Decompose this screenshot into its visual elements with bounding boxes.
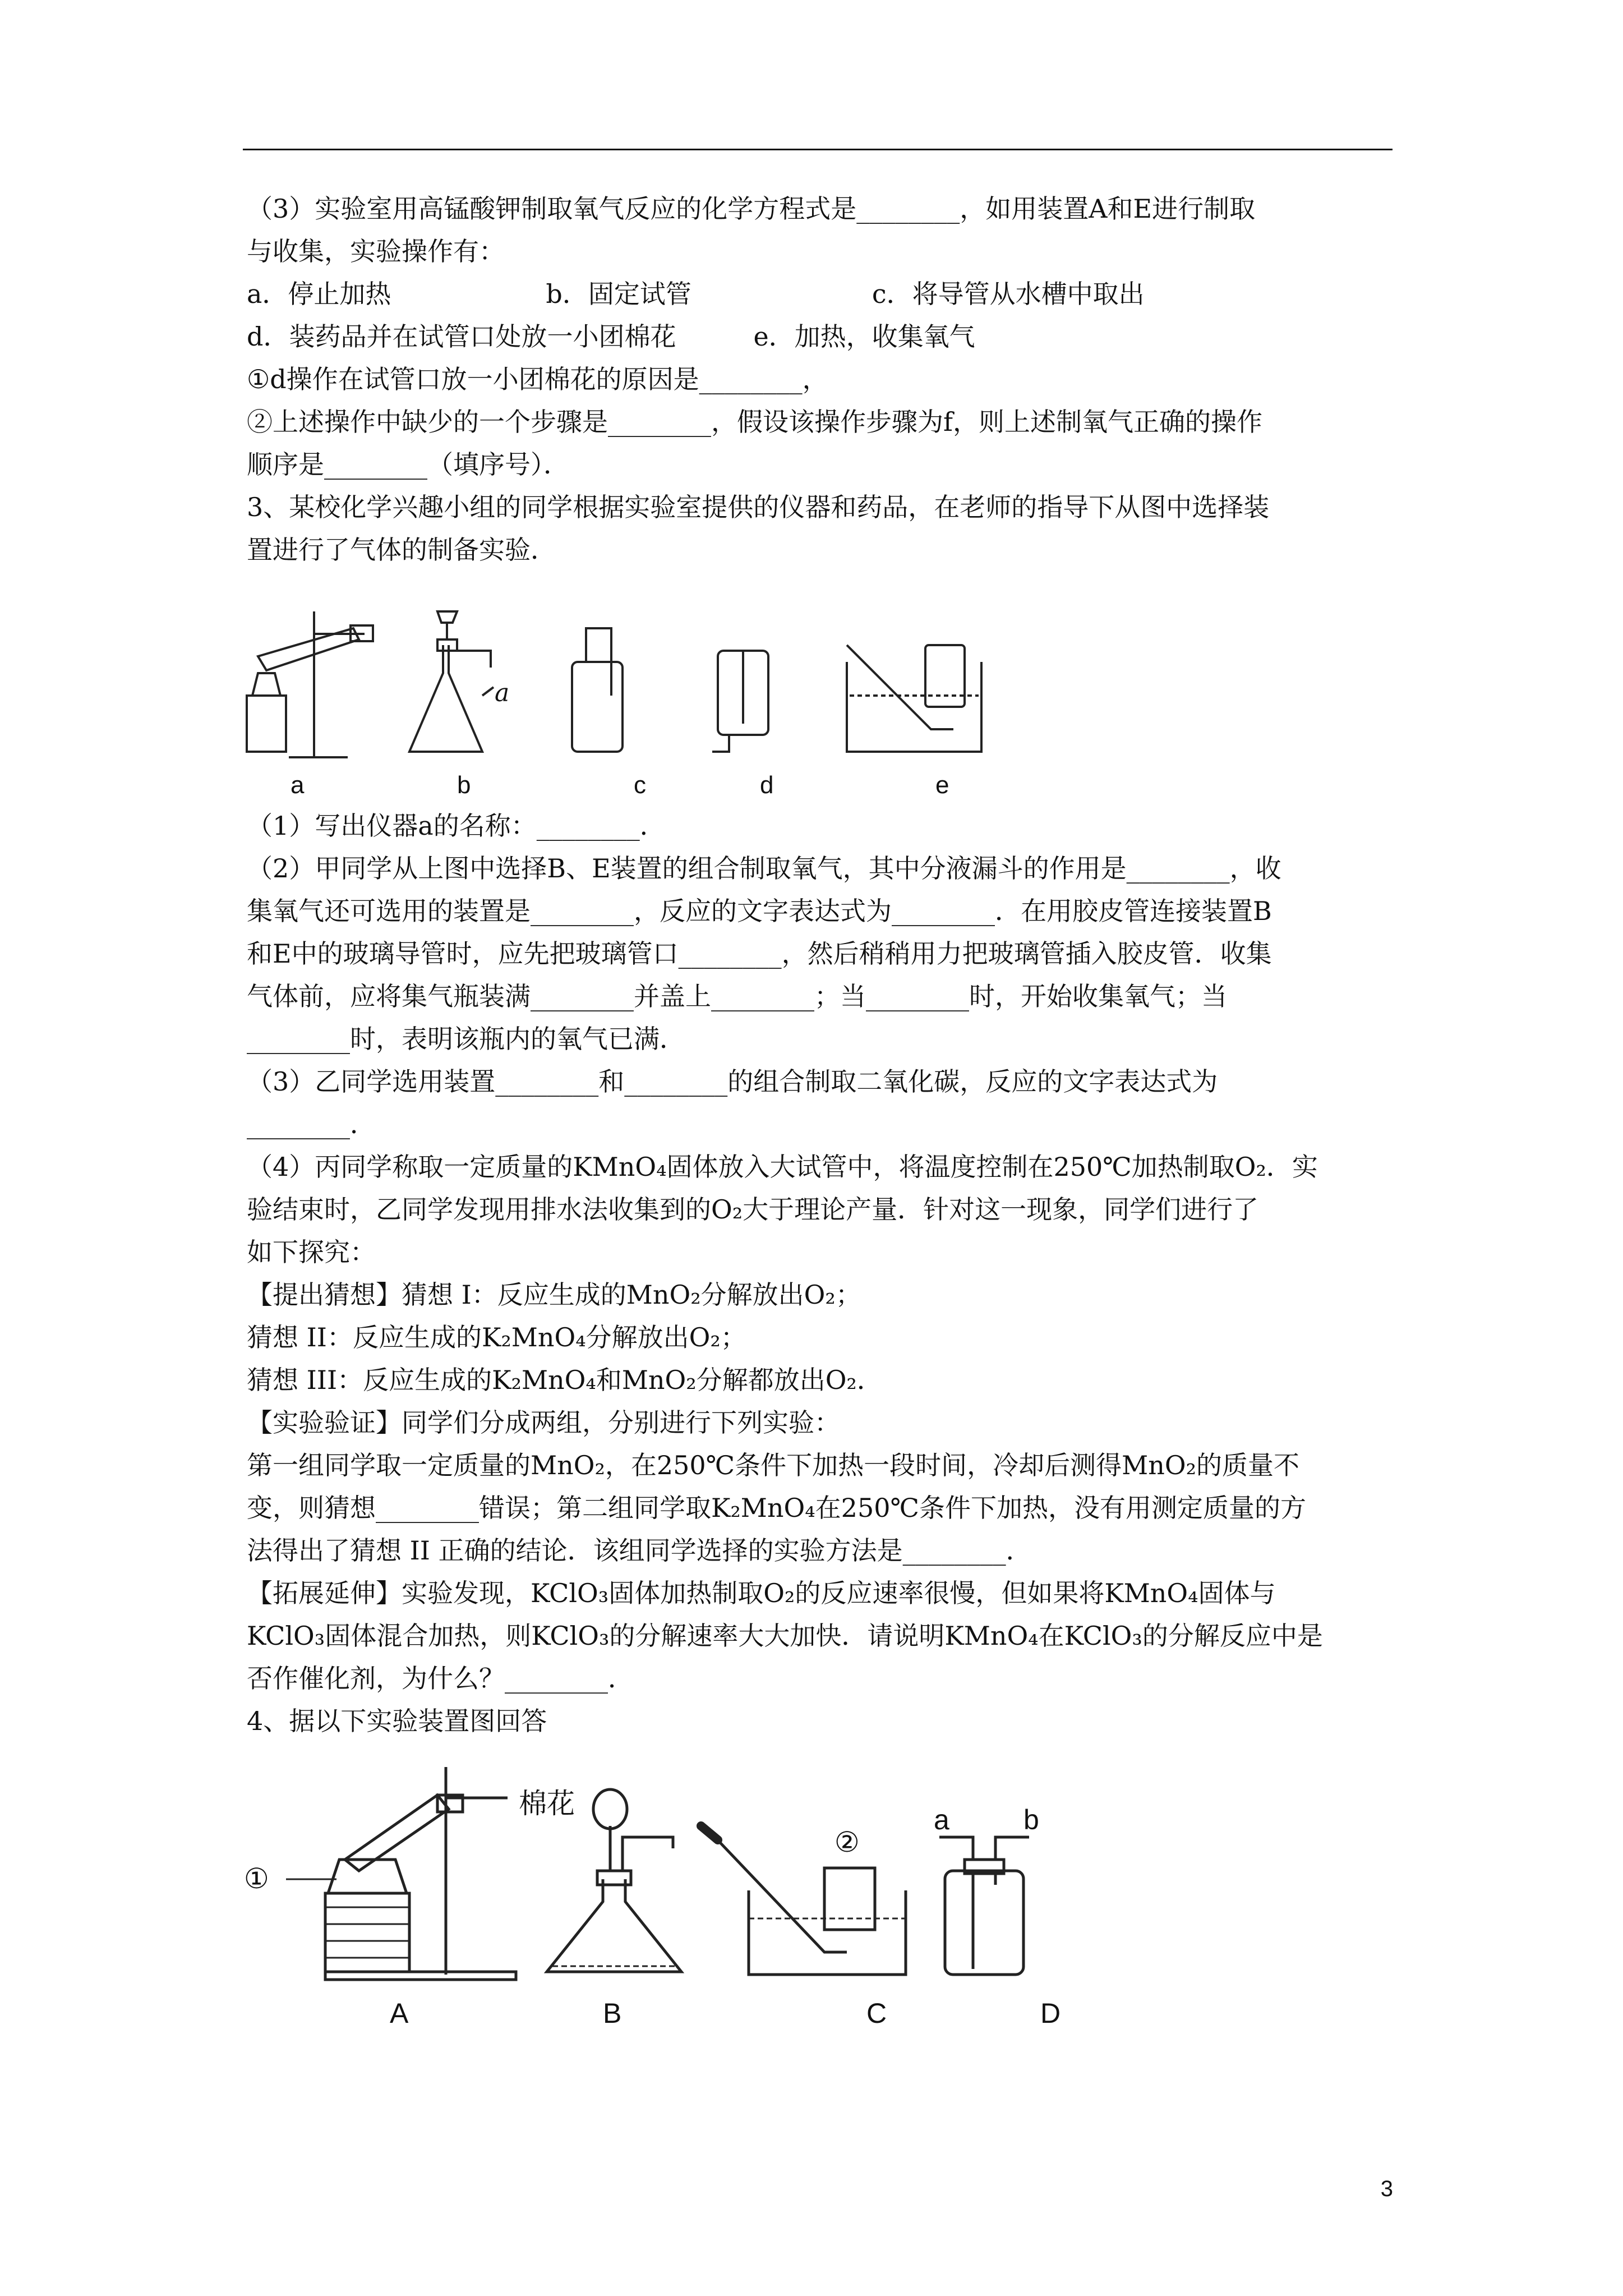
figure1-label-a: a	[291, 771, 305, 799]
text-line: （4）丙同学称取一定质量的KMnO₄固体放入大试管中，将温度控制在250℃加热制取O₂．实	[247, 1152, 1318, 1182]
text-line: 3、某校化学兴趣小组的同学根据实验室提供的仪器和药品，在老师的指导下从图中选择装	[247, 492, 1270, 522]
text-line: 和E中的玻璃导管时，应先把玻璃管口________，然后稍稍用力把玻璃管插入胶皮管．收集	[247, 938, 1272, 969]
wood-block	[247, 696, 286, 752]
text-line: KClO₃固体混合加热，则KClO₃的分解速率大大加快．请说明KMnO₄在KClO₃的分解反应中是	[247, 1621, 1323, 1651]
apparatus-figure-2-drawing	[236, 1750, 1189, 1991]
apparatus-figure-2	[236, 1750, 1189, 2042]
text-line: ①d操作在试管口放一小团棉花的原因是________，	[247, 364, 828, 394]
text-line: 置进行了气体的制备实验．	[247, 535, 556, 565]
figure2-label-A: A	[390, 1998, 409, 2029]
text-line: ②上述操作中缺少的一个步骤是________，假设该操作步骤为f，则上述制氧气正确的操作	[247, 407, 1263, 437]
text-line: （3）乙同学选用装置________和________的组合制取二氧化碳，反应的文字表达式为	[247, 1066, 1218, 1097]
header-rule	[243, 149, 1393, 150]
alcohol-lamp-annotation: ①	[244, 1863, 269, 1894]
text-line: 气体前，应将集气瓶装满________并盖上________；当________时，开始收集氧气；当	[247, 981, 1227, 1011]
cotton-annotation: 棉花	[519, 1787, 575, 1820]
apparatus-figure-1	[236, 595, 1021, 808]
text-line: 【提出猜想】猜想 I：反应生成的MnO₂分解放出O₂；	[247, 1280, 861, 1310]
text-line: （2）甲同学从上图中选择B、E装置的组合制取氧气，其中分液漏斗的作用是________，收	[247, 853, 1281, 884]
text-line: 猜想 II：反应生成的K₂MnO₄分解放出O₂；	[247, 1322, 746, 1352]
text-line: 猜想 III：反应生成的K₂MnO₄和MnO₂分解都放出O₂．	[247, 1365, 883, 1395]
text-line: 与收集，实验操作有：	[247, 236, 505, 266]
text-line: 顺序是________（填序号）．	[247, 449, 569, 480]
text-line: 法得出了猜想 II 正确的结论．该组同学选择的实验方法是________．	[247, 1535, 1032, 1566]
figure2-label-B: B	[603, 1998, 622, 2029]
text-line: 变，则猜想________错误；第二组同学取K₂MnO₄在250℃条件下加热，没有用测定质量的方	[247, 1493, 1306, 1523]
text-line: 如下探究：	[247, 1237, 376, 1267]
apparatus-figure-1-drawing	[236, 595, 1021, 774]
text-line: a．停止加热 b．固定试管 c．将导管从水槽中取出	[247, 279, 1145, 309]
figure1-instrument-a-annotation: a	[495, 679, 510, 707]
text-line: ________时，表明该瓶内的氧气已满．	[247, 1024, 685, 1054]
text-line: 验结束时，乙同学发现用排水法收集到的O₂大于理论产量．针对这一现象，同学们进行了	[247, 1194, 1259, 1225]
text-line: 4、据以下实验装置图回答	[247, 1706, 547, 1736]
port-b-annotation: b	[1023, 1804, 1039, 1835]
question-block-2	[247, 808, 1396, 1746]
collection-bottle-annotation: ②	[834, 1826, 860, 1858]
text-line: （3）实验室用高锰酸钾制取氧气反应的化学方程式是________，如用装置A和E进行制取	[247, 194, 1256, 224]
figure1-label-d: d	[760, 771, 774, 799]
text-line: 集氧气还可选用的装置是________，反应的文字表达式为________．在用胶皮管连接装置B	[247, 896, 1272, 926]
figure2-label-D: D	[1040, 1998, 1061, 2029]
text-line: d．装药品并在试管口处放一小团棉花 e．加热，收集氧气	[247, 321, 975, 352]
text-line: 第一组同学取一定质量的MnO₂，在250℃条件下加热一段时间，冷却后测得MnO₂的质量不	[247, 1450, 1300, 1480]
figure1-label-c: c	[634, 771, 646, 799]
question-block-1	[247, 191, 1396, 574]
text-line: 【拓展延伸】实验发现，KClO₃固体加热制取O₂的反应速率很慢，但如果将KMnO₄固体与	[247, 1578, 1276, 1608]
figure1-label-b: b	[457, 771, 471, 799]
port-a-annotation: a	[934, 1804, 949, 1835]
text-line: 否作催化剂，为什么？________．	[247, 1663, 634, 1694]
figure1-label-e: e	[935, 771, 949, 799]
text-line: 【实验验证】同学们分成两组，分别进行下列实验：	[247, 1407, 840, 1438]
text-line: （1）写出仪器a的名称：________．	[247, 811, 666, 841]
text-line: ________．	[247, 1109, 376, 1139]
figure2-label-C: C	[866, 1998, 887, 2029]
page-number: 3	[1380, 2177, 1393, 2201]
